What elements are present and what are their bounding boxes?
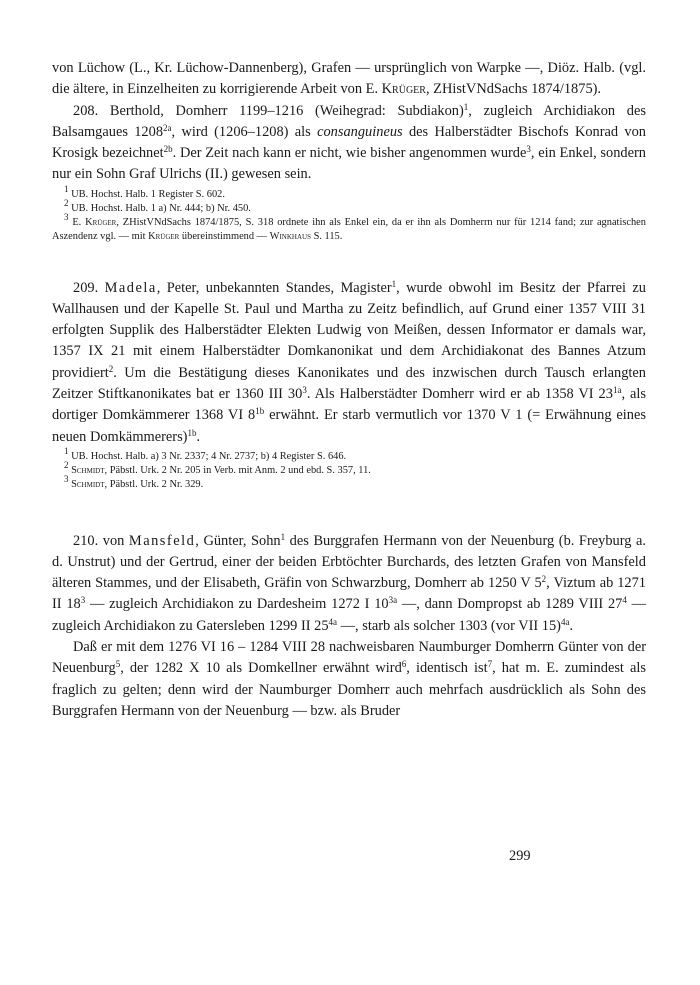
page-number: 299 xyxy=(509,848,531,864)
entry-210-text: 210. von Mansfeld, Günter, Sohn$^1$ des Burggrafen Hermann von der Neuenburg (b. Freyburg a. d. Unstrut) und der Gertrud, einer der beiden Erbtöchter Burchards, des letzten Grafen von Mansfeld älteren Stammes, und der Elisabeth, Gräfin von Schwarzburg, Domherr ab 1250 V $5^2$, Viztum ab 1271 II $18^3$ — zugleich Archidiakon zu Dardesheim 1272 I $10^{3a}$ —, dann Dompropst ab 1289 VIII $27^4$ — zugleich Archidiakon zu Gatersleben 1299 II $25^{4a}$ —, starb als solcher 1303 (vor VII 15)$^{4a}$. xyxy=(52,531,646,634)
entry-209-footnotes xyxy=(52,445,646,493)
entry-209 xyxy=(52,278,646,493)
document-page xyxy=(52,58,647,864)
entry-209-text: 209. Madela, Peter, unbekannten Standes, Magister$^1$, wurde obwohl im Besitz der Pfarrei zu Wallhausen und der Kapelle St. Paul und Martha zu Zeitz befindlich, auf Grund einer 1357 VIII 31 erfolgten Supplik des Halberstädter Elekten Ludwig von Meißen, dessen Informator er damals war, 1357 IX 21 mit einem Halberstädter Domkanonikat und dem Archidiakonat des Bannes Atzum providiert$^2$. Um die Bestätigung dieses Kanonikates und des inzwischen durch Tausch erlangten Zeitzer Stiftkanonikates bat er 1360 III $30^3$. Als Halberstädter Domherr wird er ab 1358 VI $23^{1a}$, als dortiger Domkämmerer 1368 VI $8^{1b}$ erwähnt. Er starb vermutlich vor 1370 V 1 (= Erwähnung eines neuen Domkämmerers)$^{1b}$. xyxy=(52,278,646,445)
entry-208-text: 208. Berthold, Domherr 1199–1216 (Weihegrad: Subdiakon)$^1$, zugleich Archidiakon des Balsamgaues $1208^{2a}$, wird (1206–1208) als consanguineus des Halberstädter Bischofs Konrad von Krosigk bezeichnet$^{2b}$. Der Zeit nach kann er nicht, wie bisher angenommen wurde$^3$, ein Enkel, sondern nur ein Sohn Graf Ulrichs (II.) gewesen sein. xyxy=(52,101,647,183)
footnote: $^2$ UB. Hochst. Halb. 1 a) Nr. 444; b) Nr. 450. xyxy=(64,197,251,214)
entry-208 xyxy=(52,101,646,245)
footnote: $^3$ E. Krüger, ZHistVNdSachs 1874/1875, S. 318 ordnete ihn als Enkel ein, da er ihn als Domherrn nur für 1214 fand; zur agnatischen Aszendenz vgl. — mit Krüger übereinstimmend — Winkhaus S. 115. xyxy=(52,212,646,243)
footnote: $^1$ UB. Hochst. Halb. a) 3 Nr. 2337; 4 Nr. 2737; b) 4 Register S. 646. xyxy=(64,445,347,462)
paragraph-family-intro: von Lüchow (L., Kr. Lüchow-Dannenberg), Grafen — ursprünglich von Warpke —, Diöz. Halb. (vgl. die ältere, in Einzelheiten zu korrigierende Arbeit von E. Krüger, ZHistVNdSachs 1874/1875). xyxy=(52,60,646,98)
entry-210 xyxy=(52,531,646,723)
entry-208-footnotes xyxy=(52,183,646,245)
footnote: $^1$ UB. Hochst. Halb. 1 Register S. 602. xyxy=(64,183,225,200)
footnote: $^2$ Schmidt, Päbstl. Urk. 2 Nr. 205 in Verb. mit Anm. 2 und ebd. S. 357, 11. xyxy=(64,460,371,477)
footnote: $^3$ Schmidt, Päbstl. Urk. 2 Nr. 329. xyxy=(64,474,204,491)
entry-210-text-continued: Daß er mit dem 1276 VI 16 – 1284 VIII 28 nachweisbaren Naumburger Domherrn Günter von der Neuenburg$^5$, der 1282 X 10 als Domkellner erwähnt wird$^6$, identisch ist$^7$, hat m. E. zumindest als fraglich zu gelten; denn wird der Naumburger Domherr auch mehrfach ausdrücklich als Sohn des Burggrafen Hermann von der Neuenburg — bzw. als Bruder xyxy=(52,639,646,719)
